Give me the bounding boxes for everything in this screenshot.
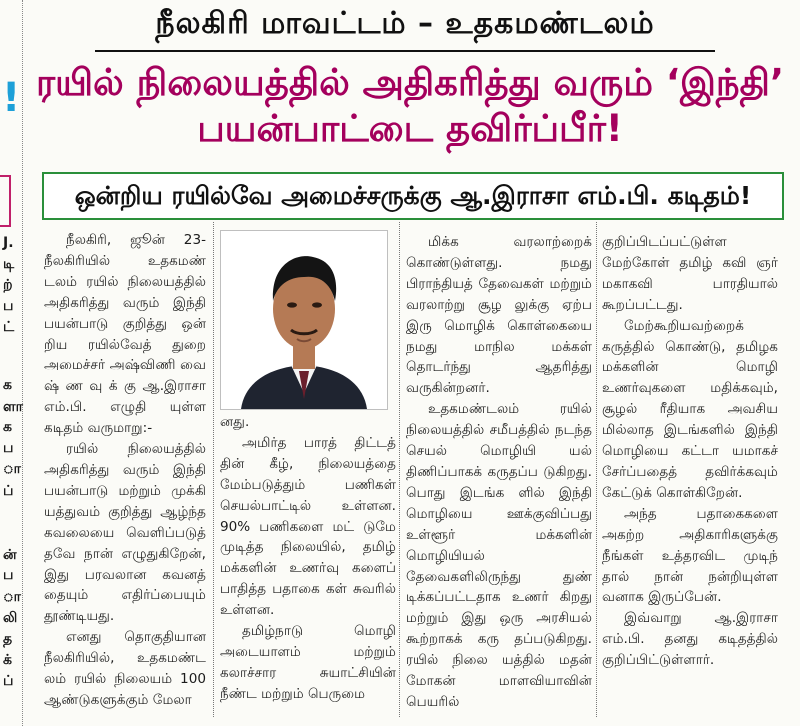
article-paragraph: அமிர்த பாரத் திட்டத் தின் கீழ், நிலையத்தை மேம்படுத்தும் பணிகள் செயல்பாட்டில் உள்ளன. 90% பணிகளை மட் டுமே முடித்த நிலையில், தமிழ் மக்களின் உணர்வு களைப் பாதித்த பதாகை கள் சுவரில் உள்ளன. — [220, 434, 396, 619]
article-column-2 — [220, 412, 396, 705]
portrait-photo — [220, 230, 388, 410]
column-divider — [213, 222, 214, 717]
left-edge-fragment: க — [3, 419, 12, 435]
article-paragraph: உதகமண்டலம் ரயில் நிலையத்தில் சமீபத்தில் நடந்த செயல் மொழியி யல் திணிப்பாகக் கருதப்ப டுகிறது. பொது இடங்க ளில் இந்தி மொழியை ஊக்குவிப்பது உள்ளூர் மக்களின் மொழியியல் தேவைகளிலிருந்து துண் டிக்கப்பட்டதாக உணர் கிறது மற்றும் இது ஒரு அரசியல் கூற்றாகக் கரு தப்படுகிறது. ரயில் நிலை யத்தில் மதன் மோகன் மாளவியாவின் பெயரில் — [406, 401, 592, 710]
left-edge-fragment: த — [3, 631, 13, 647]
article-paragraph: தமிழ்நாடு மொழி அடையாளம் மற்றும் கலாச்சார சுயாட்சியின் நீண்ட மற்றும் பெருமை — [220, 623, 396, 702]
subheadline: ஒன்றிய ரயில்வே அமைச்சருக்கு ஆ.இராசா எம்.பி. கடிதம்! — [74, 181, 752, 210]
article-paragraph: மிக்க வரலாற்றைக் கொண்டுள்ளது. நமது பிராந்தியத் தேவைகள் மற்றும் வரலாற்று சூழ லுக்கு ஏற்ப இரு மொழிக் கொள்கையை நமது மாநில மக்கள் தொடர்ந்து ஆதரித்து வருகின்றனர். — [406, 234, 592, 397]
left-edge-fragment: ! — [2, 75, 21, 121]
left-edge-adjacent-column — [0, 0, 23, 726]
left-edge-fragment: டி — [3, 256, 15, 272]
left-edge-fragment: ப — [3, 567, 14, 583]
article-column-3 — [406, 232, 592, 713]
article-column-4 — [602, 232, 778, 671]
left-edge-fragment: J. — [3, 235, 14, 251]
left-edge-fragment: க — [3, 377, 12, 393]
article-paragraph: எனது தொகுதியான நீலகிரியில், உதகமண்ட லம் ரயில் நிலையம் 100 ஆண்டுகளுக்கும் மேலா — [44, 629, 206, 708]
article-paragraph: நீலகிரி, ஜூன் 23- நீலகிரியில் உதகமண் டலம் ரயில் நிலையத்தில் அதிகரித்து வரும் இந்தி பயன்பாடு குறித்து ஒன் றிய ரயில்வேத் துறை அமைச்சர் அஷ்விணி வை ஷ் ண வு க் கு ஆ.இராசா எம்.பி. எழுதி யுள்ள கடிதம் வருமாறு:- — [44, 232, 206, 437]
left-edge-fragment: ா — [3, 461, 21, 477]
left-edge-fragment: ன் — [3, 547, 17, 563]
left-edge-fragment: க் — [3, 652, 12, 668]
left-edge-box — [0, 175, 11, 227]
subheadline-box — [42, 172, 784, 220]
left-edge-fragment: ளா — [3, 399, 23, 415]
left-edge-fragment: ற் — [3, 277, 13, 293]
left-edge-fragment: ட் — [3, 319, 15, 335]
article-paragraph: இவ்வாறு ஆ.இராசா எம்.பி. தனது கடிதத்தில் குறிப்பிட்டுள்ளார். — [602, 610, 778, 669]
article-paragraph: குறிப்பிடப்பட்டுள்ள மேற்கோள் தமிழ் கவி ஞர் மகாகவி பாரதியால் கூறப்பட்டது. — [602, 234, 778, 313]
column-divider — [399, 222, 400, 717]
article-paragraph: அந்த பதாகைகளை அகற்ற அதிகாரிகளுக்கு நீங்கள் உத்தரவிட முடிந் தால் நான் நன்றியுள்ள வனாக இருப்பேன். — [602, 505, 778, 606]
kicker-underline — [95, 50, 715, 52]
left-edge-fragment: ா — [3, 589, 21, 605]
headline: ரயில் நிலையத்தில் அதிகரித்து வரும் ‘இந்தி’ பயன்பாட்டை தவிர்ப்பீர்! — [35, 61, 785, 151]
left-edge-fragment: ப — [3, 440, 14, 456]
left-edge-fragment: ப — [3, 298, 14, 314]
kicker: நீலகிரி மாவட்டம் – உதகமண்டலம் — [155, 6, 655, 41]
column-divider — [596, 222, 597, 717]
portrait-illustration — [221, 231, 387, 409]
article-paragraph: னது. — [220, 414, 250, 430]
left-edge-fragment: லி — [3, 610, 18, 626]
article-paragraph: ரயில் நிலையத்தில் அதிகரித்து வரும் இந்தி பயன்பாடு மற்றும் முக்கி யத்துவம் குறித்து ஆழ்ந்த கவலையை வெளிப்படுத் தவே நான் எழுதுகிறேன், இது பரவலான கவனத் தையும் எதிர்ப்பையும் தூண்டியது. — [44, 441, 206, 625]
left-edge-fragment: ப் — [3, 483, 14, 499]
article-column-1 — [44, 230, 206, 711]
article-paragraph: மேற்கூறியவற்றைக் கருத்தில் கொண்டு, தமிழக மக்களின் மொழி உணர்வுகளை மதிக்கவும், சூழல் ரீதியாக அவசிய மில்லாத இடங்களில் இந்தி மொழியை கட்டா யமாகச் சேர்ப்பதைத் தவிர்க்கவும் கேட்டுக் கொள்கிறேன். — [602, 317, 778, 501]
left-edge-fragment: ப் — [3, 673, 14, 689]
